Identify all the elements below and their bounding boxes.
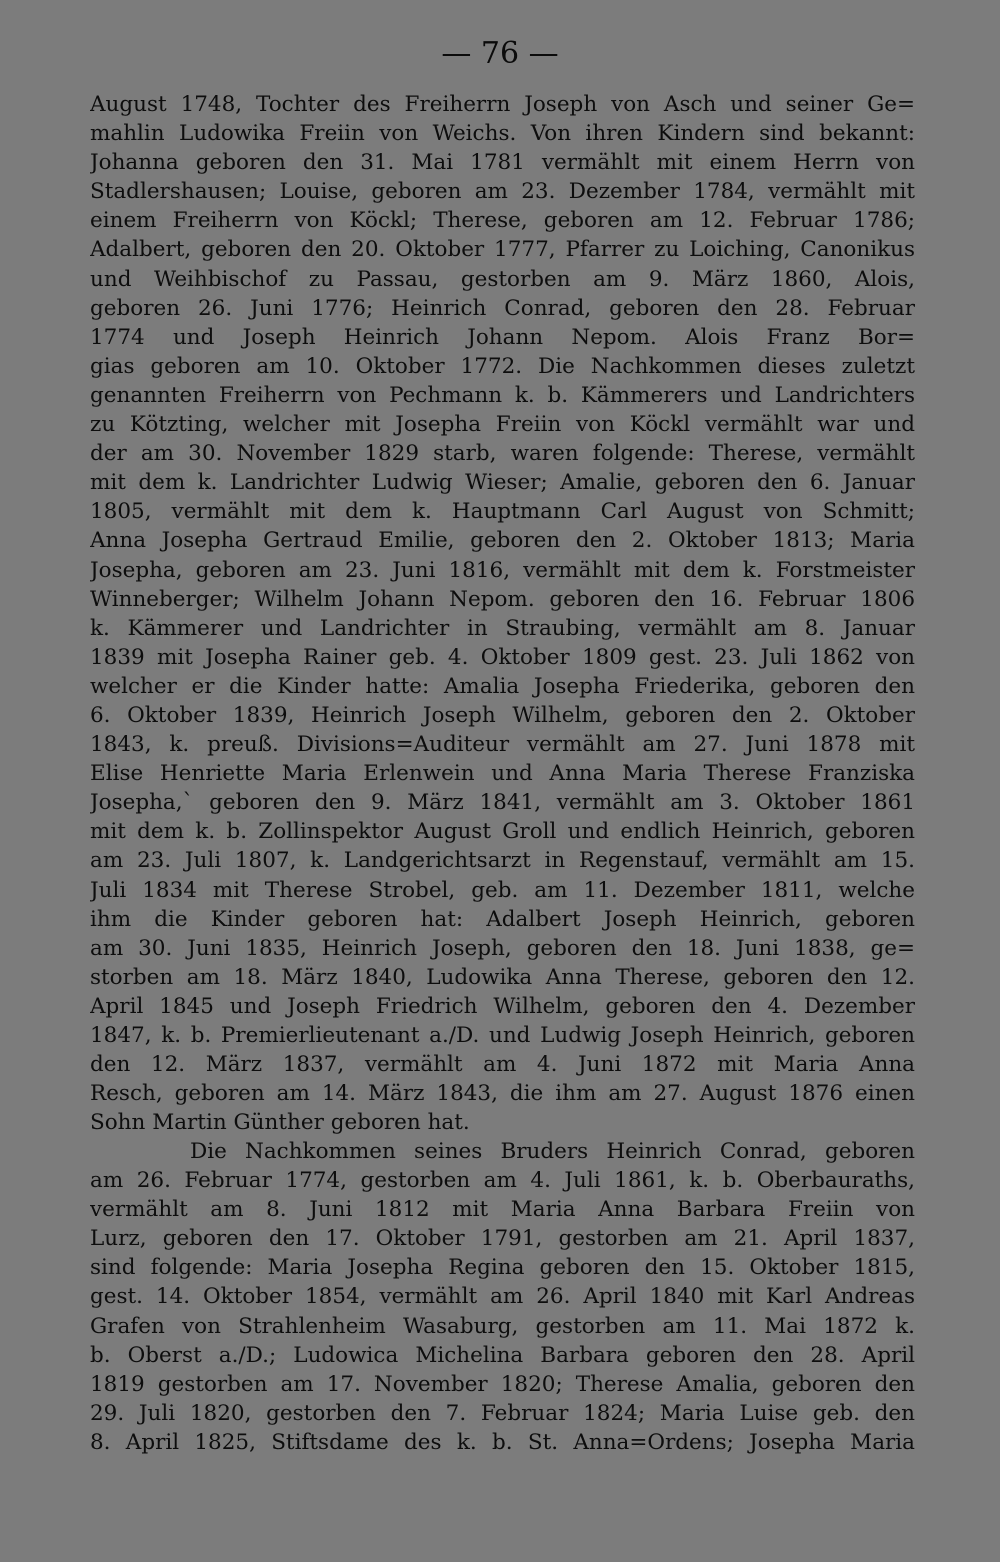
text-line: zu Kötzting, welcher mit Josepha Freiin von Köckl vermählt war und [90, 412, 915, 438]
page-number: — 76 — [441, 36, 559, 71]
text-line: Elise Henriette Maria Erlenwein und Anna Maria Therese Franziska [90, 761, 915, 787]
text-line: Anna Josepha Gertraud Emilie, geboren den 2. Oktober 1813; Maria [90, 528, 915, 554]
text-line: Die Nachkommen seines Bruders Heinrich Conrad, geboren [190, 1139, 915, 1164]
text-line: April 1845 und Joseph Friedrich Wilhelm, geboren den 4. Dezember [90, 993, 915, 1019]
text-line: Winneberger; Wilhelm Johann Nepom. geboren den 16. Februar 1806 [90, 586, 915, 612]
text-line: ihm die Kinder geboren hat: Adalbert Joseph Heinrich, geboren [90, 906, 915, 932]
text-line: 1774 und Joseph Heinrich Johann Nepom. Alois Franz Bor= [90, 324, 915, 350]
text-line: mit dem k. Landrichter Ludwig Wieser; Amalie, geboren den 6. Januar [90, 470, 915, 496]
text-line: der am 30. November 1829 starb, waren folgende: Therese, vermählt [90, 441, 915, 467]
text-line: genannten Freiherrn von Pechmann k. b. Kämmerers und Landrichters [90, 382, 915, 408]
text-line: 1805, vermählt mit dem k. Hauptmann Carl August von Schmitt; [90, 499, 915, 525]
text-line: gias geboren am 10. Oktober 1772. Die Nachkommen dieses zuletzt [90, 353, 915, 379]
text-line: 1819 gestorben am 17. November 1820; Therese Amalia, geboren den [90, 1371, 915, 1397]
text-line: 1847, k. b. Premierlieutenant a./D. und Ludwig Joseph Heinrich, geboren [90, 1023, 915, 1048]
text-line: den 12. März 1837, vermählt am 4. Juni 1872 mit Maria Anna [90, 1052, 915, 1078]
text-line: Josepha, geboren am 23. Juni 1816, vermählt mit dem k. Forstmeister [90, 557, 915, 583]
text-line: Adalbert, geboren den 20. Oktober 1777, Pfarrer zu Loiching, Canonikus [90, 237, 915, 263]
text-line: und Weihbischof zu Passau, gestorben am 9. März 1860, Alois, [90, 266, 915, 292]
text-line: Sohn Martin Günther geboren hat. [90, 1110, 470, 1136]
text-line: k. Kämmerer und Landrichter in Straubing, vermählt am 8. Januar [90, 615, 915, 641]
text-line: sind folgende: Maria Josepha Regina geboren den 15. Oktober 1815, [90, 1255, 915, 1281]
text-line: 1843, k. preuß. Divisions=Auditeur vermählt am 27. Juni 1878 mit [90, 732, 915, 758]
paragraph-2 [90, 1137, 915, 1457]
text-line: Resch, geboren am 14. März 1843, die ihm am 27. August 1876 einen [90, 1081, 915, 1107]
text-line: am 26. Februar 1774, gestorben am 4. Juli 1861, k. b. Oberbauraths, [90, 1168, 915, 1194]
text-line: mahlin Ludowika Freiin von Weichs. Von ihren Kindern sind bekannt: [90, 121, 915, 147]
text-line: mit dem k. b. Zollinspektor August Groll und endlich Heinrich, geboren [90, 819, 915, 845]
text-line: vermählt am 8. Juni 1812 mit Maria Anna Barbara Freiin von [90, 1197, 915, 1223]
text-line: storben am 18. März 1840, Ludowika Anna Therese, geboren den 12. [90, 964, 915, 990]
text-line: Johanna geboren den 31. Mai 1781 vermählt mit einem Herrn von [90, 150, 915, 176]
text-line: 8. April 1825, Stiftsdame des k. b. St. Anna=Ordens; Josepha Maria [90, 1429, 915, 1455]
text-line: Stadlershausen; Louise, geboren am 23. Dezember 1784, vermählt mit [90, 179, 915, 205]
text-line: Juli 1834 mit Therese Strobel, geb. am 11. Dezember 1811, welche [90, 877, 915, 903]
text-line: Lurz, geboren den 17. Oktober 1791, gestorben am 21. April 1837, [90, 1226, 915, 1252]
text-line: gest. 14. Oktober 1854, vermählt am 26. April 1840 mit Karl Andreas [90, 1284, 915, 1310]
text-line: b. Oberst a./D.; Ludowica Michelina Barbara geboren den 28. April [90, 1342, 915, 1368]
text-line: am 23. Juli 1807, k. Landgerichtsarzt in Regenstauf, vermählt am 15. [90, 848, 915, 874]
text-line: welcher er die Kinder hatte: Amalia Josepha Friederika, geboren den [90, 673, 915, 699]
text-line: 29. Juli 1820, gestorben den 7. Februar 1824; Maria Luise geb. den [90, 1400, 915, 1426]
paragraph-1 [90, 90, 915, 1137]
text-line: am 30. Juni 1835, Heinrich Joseph, geboren den 18. Juni 1838, ge= [90, 935, 915, 961]
text-line: Grafen von Strahlenheim Wasaburg, gestorben am 11. Mai 1872 k. [90, 1313, 915, 1339]
text-line: Josepha,` geboren den 9. März 1841, vermählt am 3. Oktober 1861 [90, 790, 915, 816]
text-line: einem Freiherrn von Köckl; Therese, geboren am 12. Februar 1786; [90, 208, 915, 234]
text-line: 1839 mit Josepha Rainer geb. 4. Oktober 1809 gest. 23. Juli 1862 von [90, 644, 915, 670]
text-line: 6. Oktober 1839, Heinrich Joseph Wilhelm, geboren den 2. Oktober [90, 702, 915, 728]
text-line: August 1748, Tochter des Freiherrn Joseph von Asch und seiner Ge= [90, 92, 915, 117]
text-line: geboren 26. Juni 1776; Heinrich Conrad, geboren den 28. Februar [90, 295, 915, 321]
